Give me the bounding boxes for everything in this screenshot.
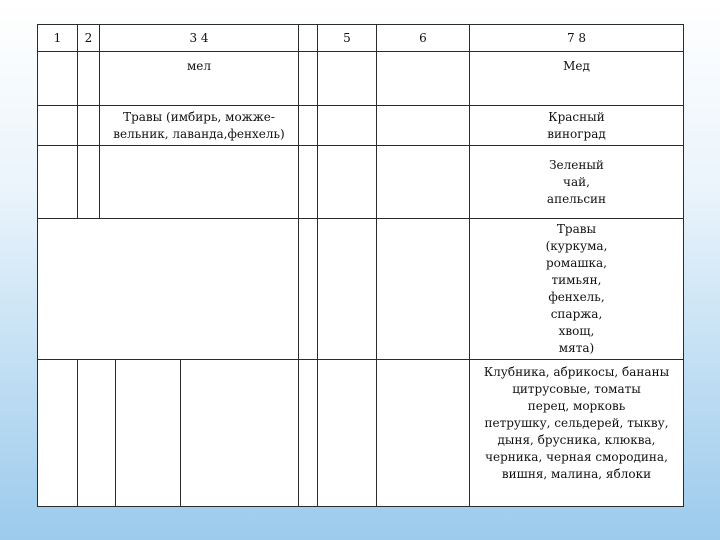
row4-left-merged xyxy=(37,218,298,359)
row2-col6 xyxy=(376,105,469,145)
header-cell-3-4: 3 4 xyxy=(99,24,298,51)
row2-col1 xyxy=(37,105,77,145)
row2-col5 xyxy=(317,105,376,145)
header-cell-7-8: 7 8 xyxy=(469,24,684,51)
header-cell-1: 1 xyxy=(37,24,77,51)
row3-col5 xyxy=(317,145,376,218)
row2-col2 xyxy=(77,105,99,145)
header-gap xyxy=(298,24,317,51)
row1-col2 xyxy=(77,51,99,105)
row5-gap xyxy=(298,359,317,507)
row5-text-right: Клубника, абрикосы, бананы цитрусовые, томаты перец, морковь петрушку, сельдерей, тыкву, дыня, брусника, клюква, черника, черная смородина, вишня, малина, яблоки xyxy=(469,359,684,507)
row5-col1 xyxy=(37,359,77,507)
row1-col5 xyxy=(317,51,376,105)
row5-col2 xyxy=(77,359,115,507)
row3-col1 xyxy=(37,145,77,218)
row3-col2 xyxy=(77,145,99,218)
row2-text-right: Красный виноград xyxy=(469,105,684,145)
row4-col6 xyxy=(376,218,469,359)
row1-col6 xyxy=(376,51,469,105)
row5-col4 xyxy=(180,359,298,507)
row5-col6 xyxy=(376,359,469,507)
row2-text-left: Травы (имбирь, можже- вельник, лаванда,фенхель) xyxy=(99,105,298,145)
row1-text-right: Мед xyxy=(469,51,684,105)
row4-gap xyxy=(298,218,317,359)
row3-text-right: Зеленый чай, апельсин xyxy=(469,145,684,218)
header-cell-5: 5 xyxy=(317,24,376,51)
row1-col1 xyxy=(37,51,77,105)
row1-text-left: мел xyxy=(99,51,298,105)
header-cell-6: 6 xyxy=(376,24,469,51)
row5-col3 xyxy=(115,359,180,507)
row4-col5 xyxy=(317,218,376,359)
row3-col3 xyxy=(99,145,298,218)
row4-text-right: Травы (куркума, ромашка, тимьян, фенхель, спаржа, хвощ, мята) xyxy=(469,218,684,359)
row5-col5 xyxy=(317,359,376,507)
header-cell-2: 2 xyxy=(77,24,99,51)
row2-gap xyxy=(298,105,317,145)
row3-gap xyxy=(298,145,317,218)
row3-col6 xyxy=(376,145,469,218)
row1-gap xyxy=(298,51,317,105)
